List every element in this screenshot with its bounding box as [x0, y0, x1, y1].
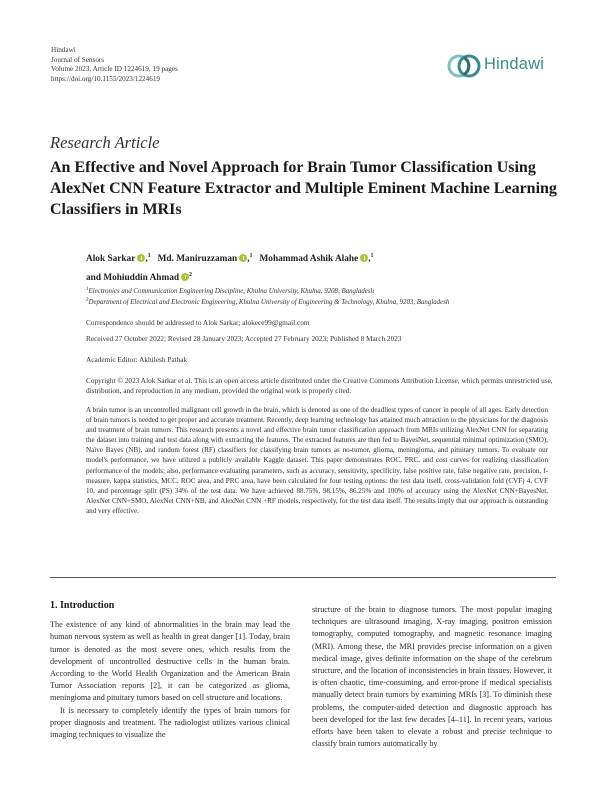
author[interactable]: Md. Maniruzzaman ,$^1$ [157, 253, 253, 264]
affiliation-number: 1 [86, 287, 89, 292]
affiliation-text: Department of Electrical and Electronic Engineering, Khulna University of Engineering & Technology, Khulna, 9203, Bangladesh [88, 299, 450, 306]
copyright-notice: Copyright © 2023 Alok Sarkar et al. This is an open access article distributed under the Creative Commons Attribution License, which permits unrestricted use, distribution, and reproduction in any medium, provided the original work is properly cited. [86, 376, 553, 395]
orcid-icon[interactable] [360, 254, 368, 262]
orcid-icon[interactable] [137, 254, 145, 262]
divider [50, 577, 556, 578]
publisher-name: Hindawi [51, 46, 76, 54]
author-affil-sup: 1 [249, 253, 253, 259]
publication-dates: Received 27 October 2022; Revised 28 January 2023; Accepted 27 February 2023; Published 8 March 2023 [86, 334, 402, 343]
journal-name: Journal of Sensors [51, 55, 105, 64]
author-name: Md. Maniruzzaman [157, 254, 238, 264]
abstract: A brain tumor is an uncontrolled malignant cell growth in the brain, which is denoted as one of the deadliest types of cancer in people of all ages. Early detection of brain tumors is needed to get proper and accurate treatment. Recently, deep learning technology has attained much attraction to the physicians for the diagnosis and treatment of brain tumors. This research presents a novel and effective brain tumor classification approach from MRIs utilizing AlexNet CNN for separating the dataset into training and test data along with extracting the features. The extracted features are then fed to BayesNet, sequential minimal optimization (SMO), Naïve Bayes (NB), and random forest (RF) classifiers for classifying brain tumors as no-tumor, glioma, meningioma, and pituitary tumors. To evaluate our model's performance, we have utilized a publicly available Kaggle dataset. This paper demonstrates ROC, PRC, and cost curves for realizing classification performance of the models; also, performance evaluating parameters, such as accuracy, sensitivity, specificity, false positive rate, false negative rate, precision, f-measure, kappa statistics, MCC, ROC area, and PRC area, have been calculated for four testing options: the test data itself, cross-validation fold (CVF) 4, CVF 10, and percentage split (PS) 34% of the test data. We have achieved 88.75%, 98.15%, 86.25% and 100% of accuracy using the AlexNet CNN+BayesNet, AlexNet CNN+SMO, AlexNet CNN+NB, and AlexNet CNN +RF models, respectively, for the test data itself. The results imply that our approach is outstanding and very effective. [86, 406, 548, 515]
author-affil-sup: 1 [370, 253, 374, 259]
author-conjunction: and [86, 273, 104, 283]
right-column [312, 604, 552, 750]
affiliation-text: Electronics and Communication Engineering Discipline, Khulna University, Khulna, 9208, Bangladesh [88, 288, 374, 295]
author-name: Alok Sarkar [86, 254, 136, 264]
article-metadata [51, 46, 178, 84]
author-affil-sup: 1 [147, 253, 151, 259]
orcid-icon[interactable] [239, 254, 247, 262]
volume-info: Volume 2023, Article ID 1224619, 19 pages [51, 65, 178, 74]
orcid-icon[interactable] [181, 273, 189, 281]
author-affil-sup: 2 [189, 272, 193, 278]
author-name: Mohammad Ashik Alahe [259, 254, 359, 264]
logo-rings-icon [446, 48, 482, 84]
author[interactable]: Alok Sarkar ,$^1$ [86, 253, 151, 264]
author[interactable]: Mohammad Ashik Alahe ,$^1$ [259, 253, 374, 264]
paragraph: The existence of any kind of abnormalities in the brain may lead the human nervous system as well as health in great danger [1]. Today, brain tumor is denoted as the most severe ones, which results from the development of uncontrolled destructive cells in the human brain. According to the World Health Organization and the American Brain Tumor Association reports [2], it can be categorized as glioma, meningioma and pituitary tumors based on cell structure and locations. [50, 620, 290, 703]
doi-link[interactable]: https://doi.org/10.1155/2023/1224619 [51, 74, 161, 83]
left-column [50, 600, 290, 741]
publisher-logo [446, 48, 556, 84]
academic-editor: Academic Editor: Akhilesh Pathak [86, 355, 188, 364]
logo-wordmark: Hindawi [484, 55, 545, 73]
section-heading: 1. Introduction [50, 600, 115, 611]
article-type: Research Article [50, 133, 160, 152]
correspondence: Correspondence should be addressed to Alok Sarkar; alokece99@gmail.com [86, 318, 310, 327]
affiliation [86, 296, 556, 307]
paragraph: structure of the brain to diagnose tumors. The most popular imaging techniques are ultrasound imaging, X-ray imaging, positron emission tomography, computed tomography, and magnetic resonance imaging (MRI). Among these, the MRI provides precise information on a given medical image, gives definite information on the shape of the cerebrum structure, and the location of inconsistencies in brain tissues. However, it is often chaotic, time-consuming, and error-prone if medical specialists manually detect brain tumors by examining MRIs [3]. To diminish these problems, the computer-aided detection and diagnostic approach has been developed for the last few decades [4–11]. In recent years, various efforts have been taken to elevate a robust and precise technique to classify brain tumors automatically by [312, 605, 552, 749]
author-name: Mohiuddin Ahmad [103, 273, 180, 283]
paragraph: It is necessary to completely identify the types of brain tumors for proper diagnosis and treatment. The radiologist utilizes various clinical imaging techniques to visualize the [50, 705, 290, 740]
author[interactable] [103, 273, 192, 283]
paper-title: An Effective and Novel Approach for Brain Tumor Classification Using AlexNet CNN Feature Extractor and Multiple Eminent Machine Learning Classifiers in MRIs [50, 159, 557, 218]
author-list [86, 248, 556, 286]
affiliation [86, 285, 556, 296]
affiliation-number: 2 [86, 298, 89, 303]
